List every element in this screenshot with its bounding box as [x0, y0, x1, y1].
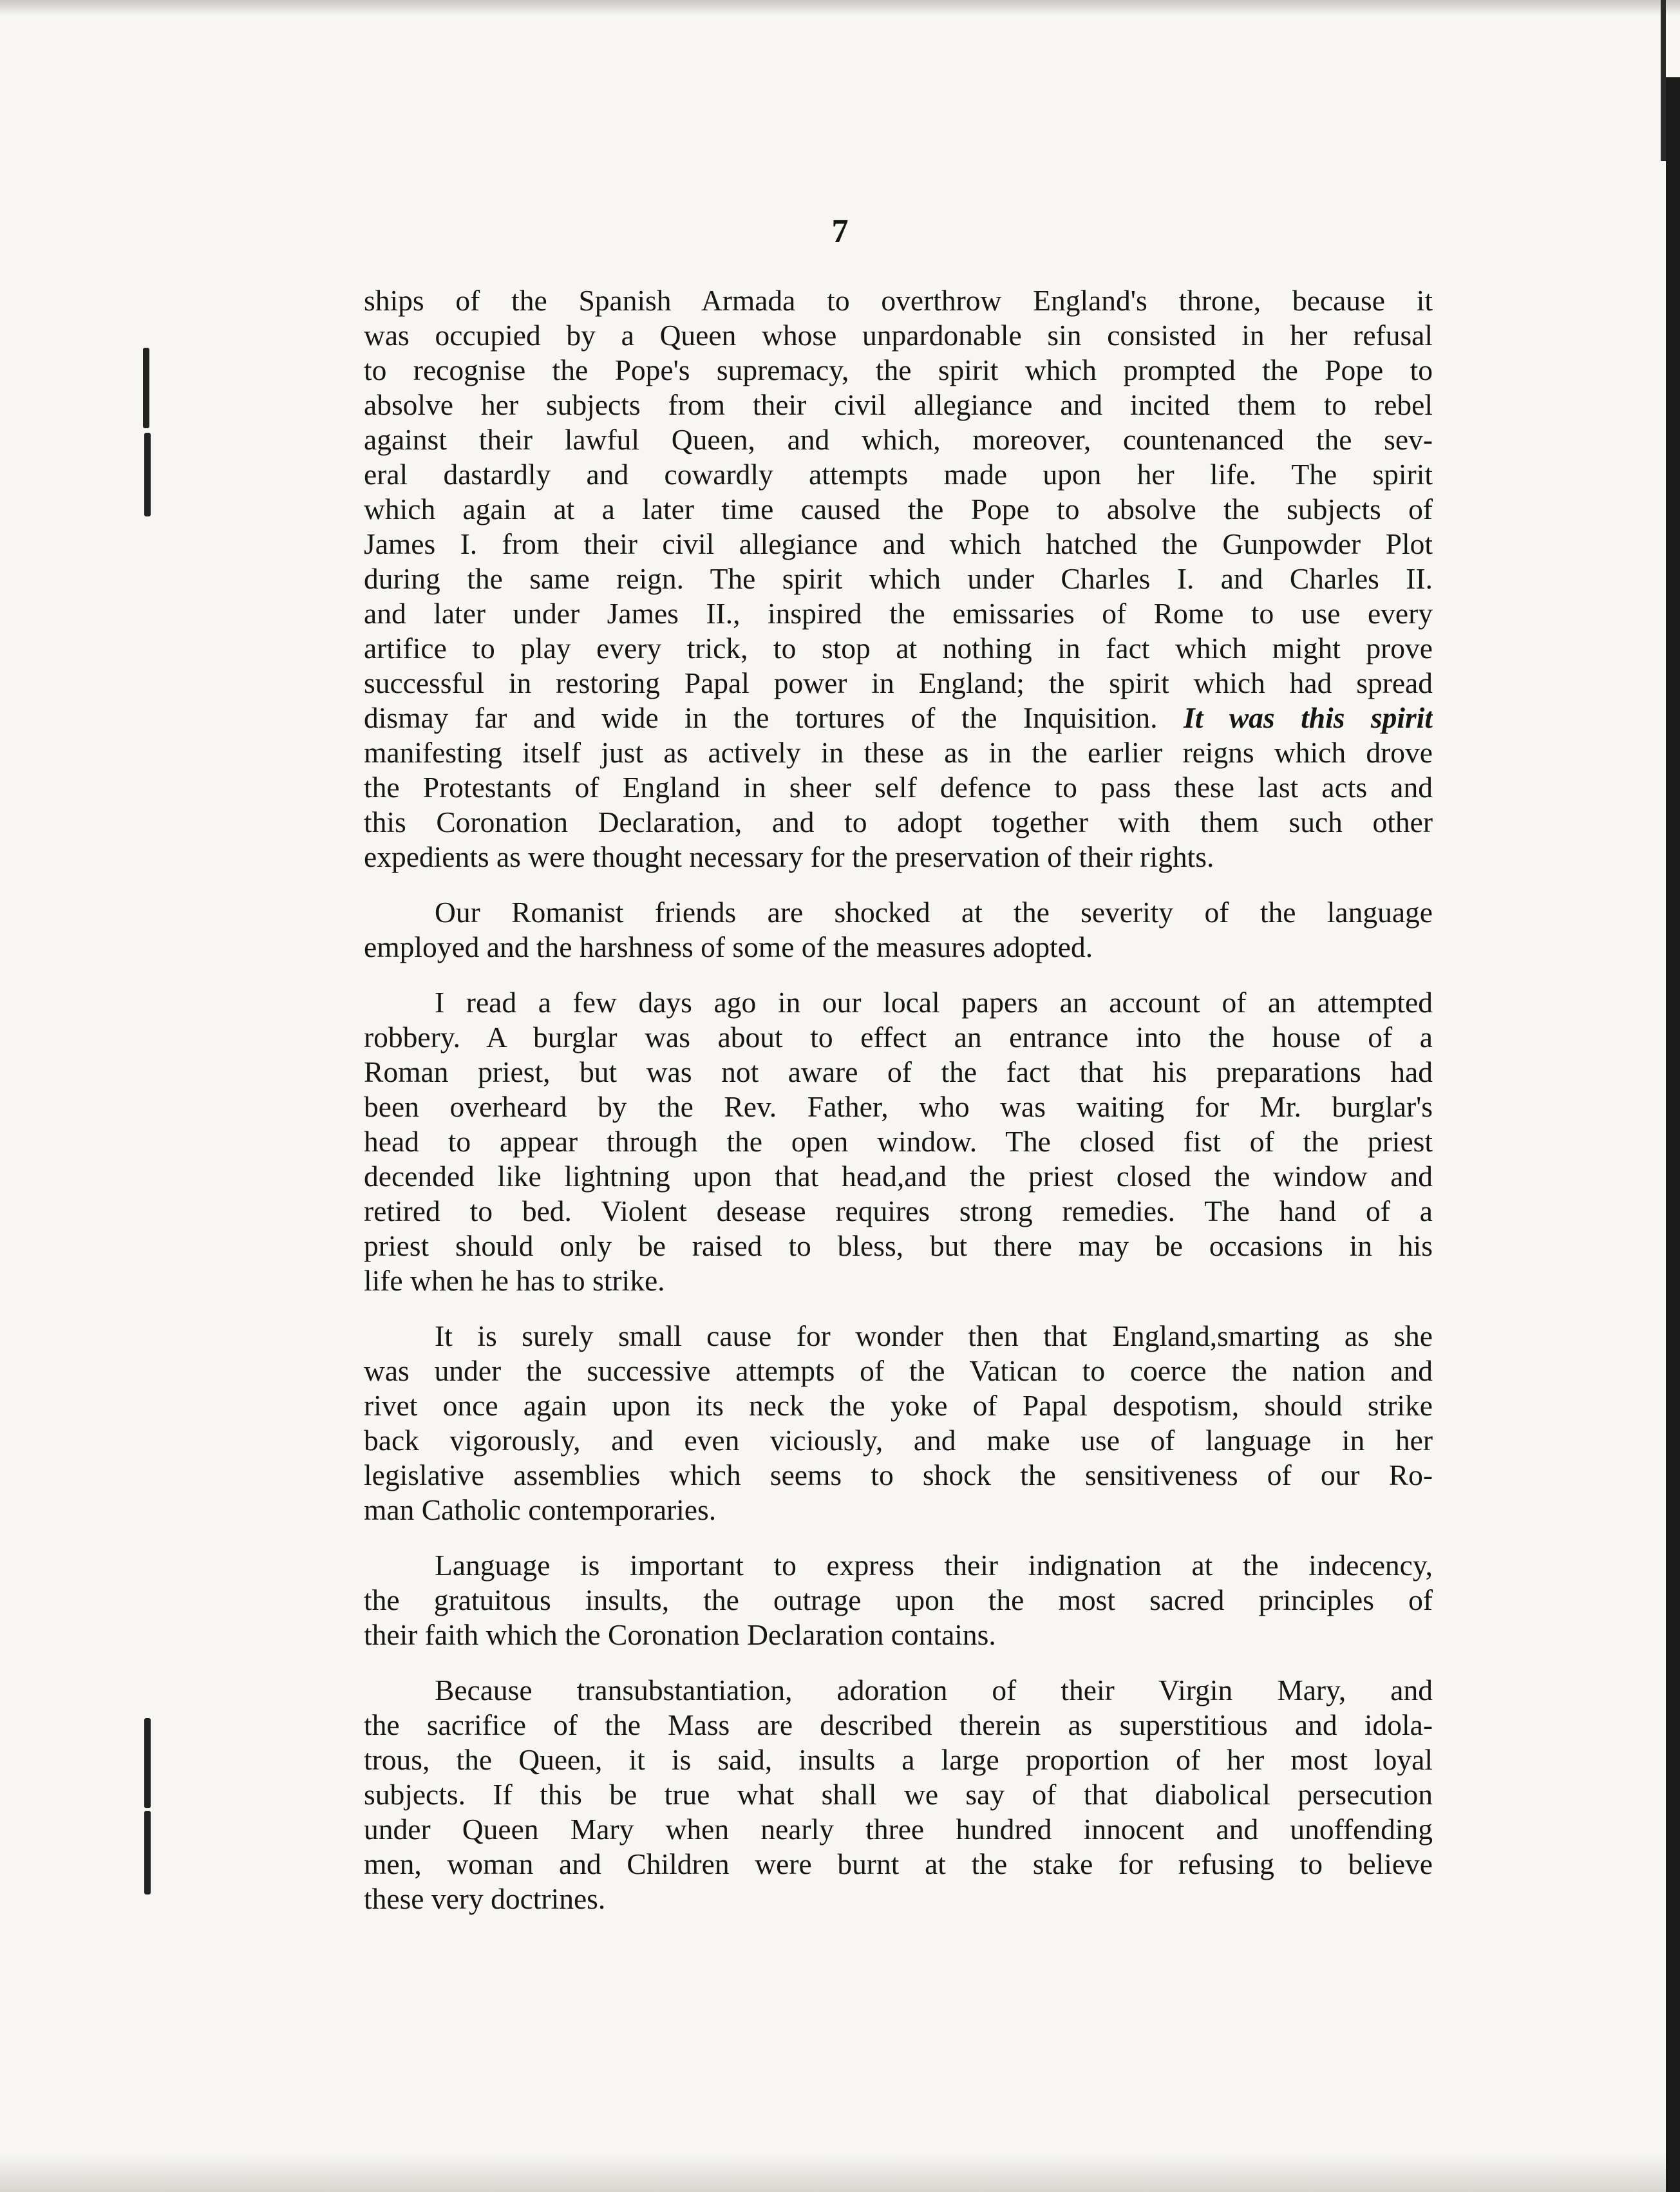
- text-line: the sacrifice of the Mass are described therein as superstitious and idola-: [364, 1708, 1433, 1741]
- paragraph-2: [364, 895, 1433, 965]
- page-number: 7: [831, 213, 849, 250]
- text-line: subjects. If this be true what shall we say of that diabolical persecution: [364, 1778, 1433, 1811]
- text-line: trous, the Queen, it is said, insults a large proportion of her most loyal: [364, 1743, 1433, 1776]
- text-line: legislative assemblies which seems to shock the sensitiveness of our Ro-: [364, 1459, 1433, 1491]
- text-line: manifesting itself just as actively in these as in the earlier reigns which drove: [364, 736, 1433, 769]
- margin-mark: [144, 1811, 151, 1894]
- text-line: retired to bed. Violent desease requires strong remedies. The hand of a: [364, 1195, 1433, 1227]
- text-line: Language is important to express their indignation at the indecency,: [435, 1549, 1433, 1582]
- scan-top-shadow: [0, 0, 1680, 15]
- paragraph-3: [364, 985, 1433, 1298]
- text-line: rivet once again upon its neck the yoke of Papal despotism, should strike: [364, 1389, 1433, 1422]
- emphasis-text: It was this spirit: [1184, 701, 1433, 734]
- text-line: employed and the harshness of some of the measures adopted.: [364, 931, 1093, 963]
- text-line: their faith which the Coronation Declaration contains.: [364, 1618, 996, 1651]
- page-body: [364, 283, 1433, 1916]
- text-line: against their lawful Queen, and which, moreover, countenanced the sev-: [364, 423, 1433, 456]
- text-line: James I. from their civil allegiance and which hatched the Gunpowder Plot: [364, 527, 1433, 560]
- text-line: robbery. A burglar was about to effect an entrance into the house of a: [364, 1021, 1433, 1053]
- text-line: men, woman and Children were burnt at the stake for refusing to believe: [364, 1847, 1433, 1880]
- text-line: back vigorously, and even viciously, and make use of language in her: [364, 1424, 1433, 1457]
- scan-bottom-shadow: [0, 2153, 1680, 2192]
- page-right-edge: [1666, 77, 1680, 2192]
- text-line: was occupied by a Queen whose unpardonable sin consisted in her refusal: [364, 319, 1433, 352]
- text-line: successful in restoring Papal power in England; the spirit which had spread: [364, 666, 1433, 699]
- text-line: was under the successive attempts of the Vatican to coerce the nation and: [364, 1354, 1433, 1387]
- text-line: and later under James II., inspired the emissaries of Rome to use every: [364, 597, 1433, 630]
- margin-mark: [144, 433, 151, 516]
- text-line-with-emphasis: [364, 701, 1433, 735]
- text-line: which again at a later time caused the Pope to absolve the subjects of: [364, 493, 1433, 525]
- page-right-edge-tick: [1661, 0, 1666, 161]
- paragraph-6: [364, 1673, 1433, 1916]
- text-line: expedients as were thought necessary for the preservation of their rights.: [364, 840, 1214, 873]
- text-line: eral dastardly and cowardly attempts made upon her life. The spirit: [364, 458, 1433, 491]
- text-line: I read a few days ago in our local papers an account of an attempted: [435, 986, 1433, 1019]
- text-line: been overheard by the Rev. Father, who was waiting for Mr. burglar's: [364, 1090, 1433, 1123]
- text-line: under Queen Mary when nearly three hundred innocent and unoffending: [364, 1813, 1433, 1846]
- margin-mark: [144, 1718, 151, 1808]
- text-line: absolve her subjects from their civil allegiance and incited them to rebel: [364, 388, 1433, 421]
- text-line: to recognise the Pope's supremacy, the spirit which prompted the Pope to: [364, 354, 1433, 386]
- text-line: It is surely small cause for wonder then that England,smarting as she: [435, 1319, 1433, 1352]
- margin-mark: [143, 348, 149, 428]
- text-line: during the same reign. The spirit which under Charles I. and Charles II.: [364, 562, 1433, 595]
- text-line: Roman priest, but was not aware of the fact that his preparations had: [364, 1055, 1433, 1088]
- paragraph-5: [364, 1548, 1433, 1652]
- text-line: the Protestants of England in sheer self defence to pass these last acts and: [364, 771, 1433, 804]
- text-line: this Coronation Declaration, and to adopt together with them such other: [364, 806, 1433, 838]
- paragraph-4: [364, 1319, 1433, 1527]
- text-line: the gratuitous insults, the outrage upon the most sacred principles of: [364, 1583, 1433, 1616]
- text-segment: dismay far and wide in the tortures of the Inquisition.: [364, 701, 1158, 734]
- text-line: Our Romanist friends are shocked at the severity of the language: [435, 896, 1433, 929]
- text-line: these very doctrines.: [364, 1882, 606, 1915]
- text-line: priest should only be raised to bless, but there may be occasions in his: [364, 1229, 1433, 1262]
- text-line: ships of the Spanish Armada to overthrow England's throne, because it: [364, 284, 1433, 317]
- text-line: artifice to play every trick, to stop at nothing in fact which might prove: [364, 632, 1433, 665]
- text-line: life when he has to strike.: [364, 1264, 665, 1297]
- text-line: Because transubstantiation, adoration of their Virgin Mary, and: [435, 1674, 1433, 1706]
- text-line: head to appear through the open window. The closed fist of the priest: [364, 1125, 1433, 1158]
- text-line: man Catholic contemporaries.: [364, 1493, 717, 1526]
- text-line: decended like lightning upon that head,and the priest closed the window and: [364, 1160, 1433, 1193]
- paragraph-1: [364, 283, 1433, 874]
